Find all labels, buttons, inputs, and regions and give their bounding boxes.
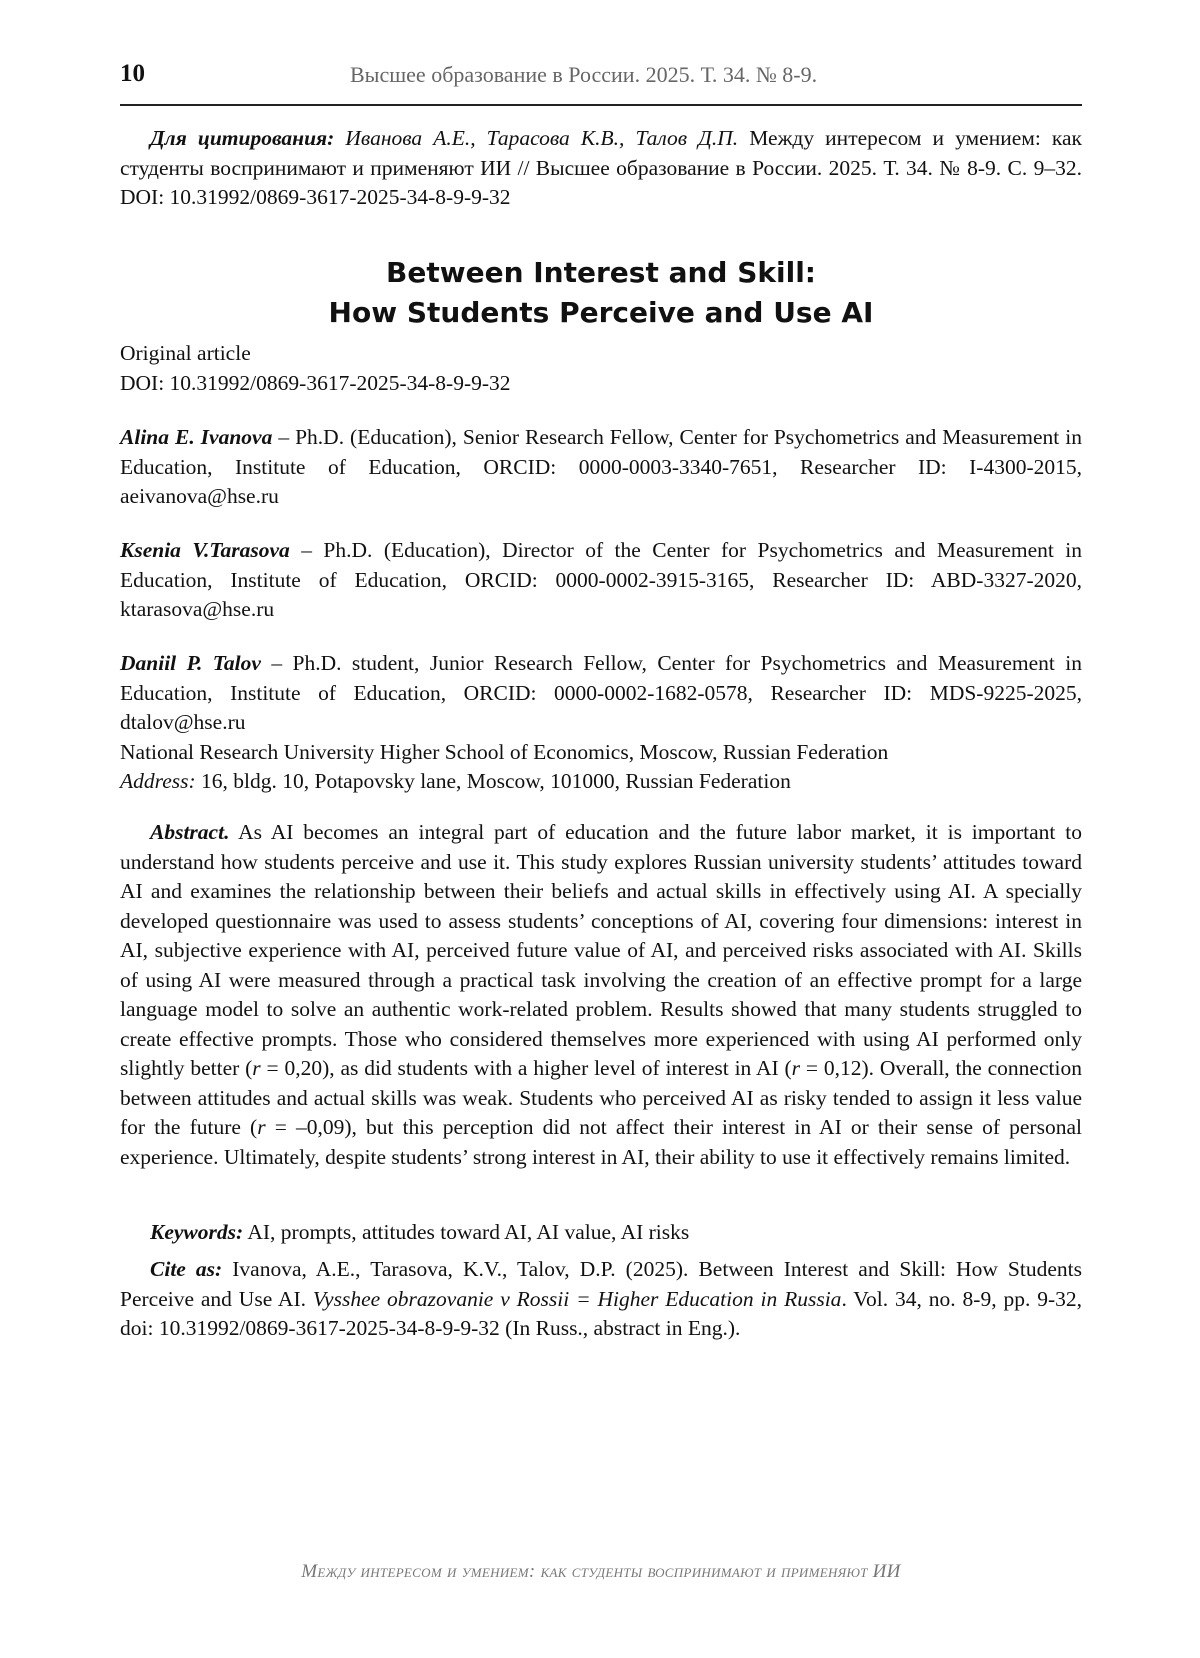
author-3-details: – Ph.D. student, Junior Research Fellow, Center for Psychometrics and Measurement in Education, Institute of Education, ORCID: 0000-0002-1682-0578, Researcher ID: MDS-9225-2025, dtalov@hse.ru bbox=[120, 651, 1082, 734]
citation-ru bbox=[120, 124, 1082, 213]
author-2-name: Ksenia V.Tarasova bbox=[120, 538, 290, 562]
page-number: 10 bbox=[120, 60, 145, 87]
address-text: 16, bldg. 10, Potapovsky lane, Moscow, 101000, Russian Federation bbox=[195, 769, 791, 793]
cite-as-journal: Vysshee obrazovanie v Rossii = Higher Education in Russia bbox=[312, 1286, 842, 1311]
keywords-label: Keywords: bbox=[150, 1220, 244, 1244]
author-2-details: – Ph.D. (Education), Director of the Center for Psychometrics and Measurement in Education, Institute of Education, ORCID: 0000-0002-3915-3165, Researcher ID: ABD-3327-2020, ktarasova@hse.ru bbox=[120, 538, 1083, 621]
address-label: Address: bbox=[120, 769, 196, 793]
abstract-text-3: = 0,12). Overall, the connection between attitudes and actual skills was weak. Students who perceived AI as risky tended to assign it less value for the future ( bbox=[120, 1056, 1082, 1139]
keywords-text: AI, prompts, attitudes toward AI, AI value, AI risks bbox=[243, 1220, 690, 1244]
keywords bbox=[120, 1218, 1082, 1248]
abstract-r-symbol-3: r bbox=[257, 1115, 266, 1139]
cite-as bbox=[120, 1255, 1082, 1344]
running-head: Высшее образование в России. 2025. Т. 34. № 8-9. bbox=[350, 62, 818, 87]
address bbox=[120, 767, 1082, 797]
author-1-name: Alina E. Ivanova bbox=[120, 425, 273, 449]
page-header bbox=[120, 58, 1082, 106]
article-info bbox=[120, 339, 1082, 398]
article-title-line1: Between Interest and Skill: bbox=[386, 256, 816, 289]
abstract bbox=[120, 818, 1082, 1172]
page-footer: Между интересом и умением: как студенты воспринимают и применяют ИИ bbox=[301, 1561, 901, 1582]
abstract-text-2: = 0,20), as did students with a higher level of interest in AI ( bbox=[260, 1056, 792, 1080]
citation-ru-authors: Иванова А.Е., Тарасова К.В., Талов Д.П. bbox=[334, 126, 739, 150]
affiliation: National Research University Higher School of Economics, Moscow, Russian Federation bbox=[120, 739, 889, 764]
abstract-text-1: As AI becomes an integral part of education and the future labor market, it is important to understand how students perceive and use it. This study explores Russian university students’ attitudes toward AI and examines the relationship between their beliefs and actual skills in effectively using AI. A specially developed questionnaire was used to assess students’ conceptions of AI, covering four dimensions: interest in AI, subjective experience with AI, perceived future value of AI, and perceived risks associated with AI. Skills of using AI were measured through a practical task involving the creation of an effective prompt for a large language model to solve an authentic work-related problem. Results showed that many students struggled to create effective prompts. Those who considered themselves more experienced with using AI performed only slightly better ( bbox=[120, 820, 1082, 1080]
abstract-text-4: = –0,09), but this perception did not affect their interest in AI or their sense of personal experience. Ultimately, despite students’ strong interest in AI, their ability to use it effectively remains limited. bbox=[120, 1115, 1082, 1169]
article-doi: DOI: 10.31992/0869-3617-2025-34-8-9-9-32 bbox=[120, 370, 511, 395]
abstract-r-symbol-1: r bbox=[252, 1056, 261, 1080]
article-title-line2: How Students Perceive and Use AI bbox=[328, 296, 874, 329]
cite-as-text-1: Ivanova, A.E., Tarasova, K.V., Talov, D.P. (2025). Between Interest and Skill: How Students Perceive and Use AI. bbox=[120, 1257, 1082, 1311]
citation-ru-label: Для цитирования: bbox=[150, 126, 335, 150]
author-3 bbox=[120, 649, 1082, 797]
abstract-r-symbol-2: r bbox=[791, 1056, 801, 1080]
author-2 bbox=[120, 536, 1082, 625]
author-1 bbox=[120, 423, 1082, 512]
article-type: Original article bbox=[120, 341, 251, 365]
author-1-details: – Ph.D. (Education), Senior Research Fellow, Center for Psychometrics and Measurement in Education, Institute of Education, ORCID: 0000-0003-3340-7651, Researcher ID: I-4300-2015, aeivanova@hse.ru bbox=[120, 425, 1082, 508]
citation-ru-text: Между интересом и умением: как студенты воспринимают и применяют ИИ // Высшее образование в России. 2025. Т. 34. № 8-9. С. 9–32. DOI: 10.31992/0869-3617-2025-34-8-9-9-32 bbox=[120, 126, 1082, 209]
cite-as-label: Cite as: bbox=[150, 1257, 223, 1281]
cite-as-text-2: . Vol. 34, no. 8-9, pp. 9-32, doi: 10.31992/0869-3617-2025-34-8-9-9-32 (In Russ., abstract in Eng.). bbox=[120, 1286, 1082, 1340]
abstract-label: Abstract. bbox=[150, 820, 230, 844]
article-title bbox=[120, 253, 1082, 333]
author-3-name: Daniil P. Talov bbox=[120, 651, 261, 675]
